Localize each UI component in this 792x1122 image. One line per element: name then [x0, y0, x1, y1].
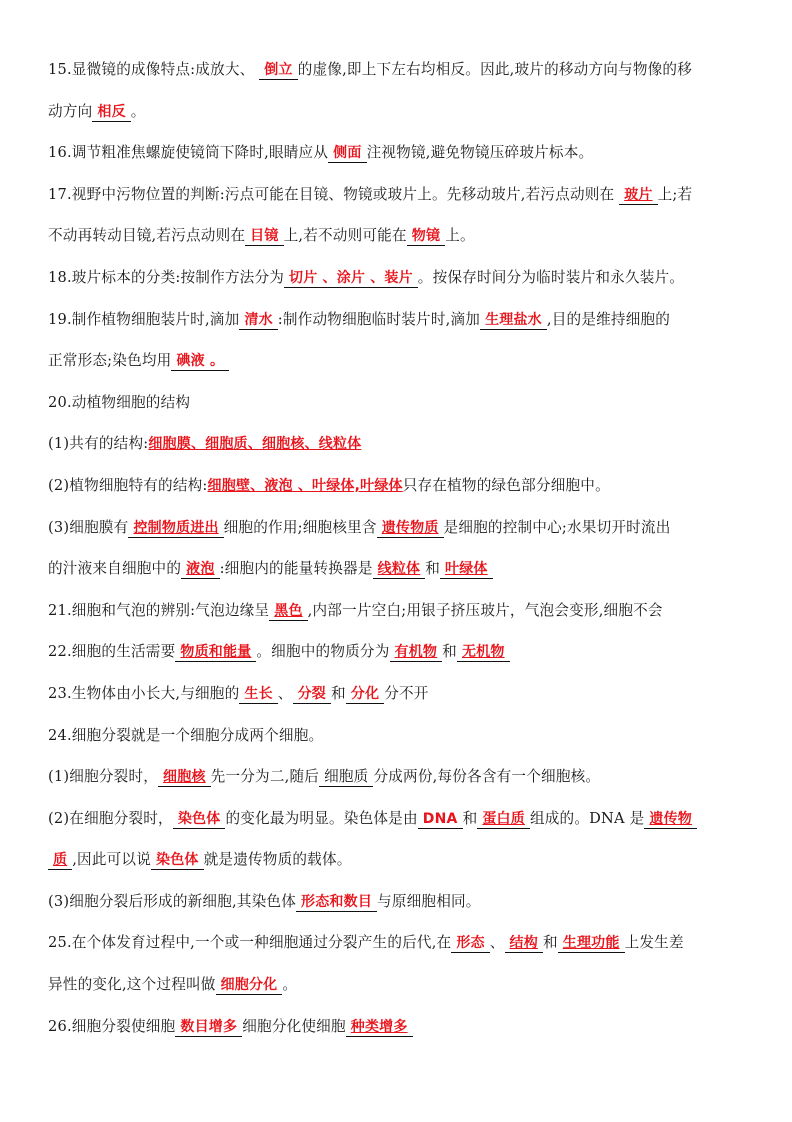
answer-blank: 结构 [505, 934, 543, 953]
static-text: ,因此可以说 [72, 851, 152, 869]
static-text: 分成两份,每份各含有一个细胞核。 [373, 768, 601, 786]
static-text: 。 [282, 976, 298, 994]
answer-blank: 黑色 [269, 602, 307, 621]
static-text: 和 [442, 643, 457, 661]
answer-blank: 遗传物质 [377, 519, 444, 538]
text-line [48, 597, 748, 639]
text-line [48, 638, 748, 680]
answer-blank: 分裂 [293, 685, 331, 704]
text-line [48, 846, 748, 888]
static-text: 和 [462, 809, 478, 827]
static-text: 15.显微镜的成像特点:成放大、 [48, 61, 260, 78]
filled-blank: 细胞质 [319, 768, 373, 787]
text-line [48, 347, 748, 389]
static-text: 与原细胞相同。 [377, 892, 481, 910]
text-line [48, 264, 748, 306]
answer-blank: 线粒体 [373, 560, 426, 579]
static-text: 和 [425, 560, 441, 578]
static-text: 、 [489, 934, 505, 952]
static-text: 。细胞中的物质分为 [256, 643, 390, 661]
text-line [48, 971, 748, 1013]
static-text: 就是遗传物质的载体。 [203, 851, 352, 869]
answer-blank: 无机物 [457, 643, 510, 662]
static-text: :制作动物细胞临时装片时,滴加 [277, 310, 481, 328]
static-text: 20.动植物细胞的结构 [48, 393, 191, 411]
text-line [48, 805, 748, 847]
answer-blank: 遗传物 [644, 810, 697, 829]
static-text: 上发生差 [624, 934, 684, 952]
text-line [48, 181, 748, 223]
text-line [48, 389, 748, 431]
text-line [48, 222, 748, 264]
text-line [48, 306, 748, 348]
static-text: :细胞内的能量转换器是 [219, 560, 373, 578]
text-line [48, 472, 748, 514]
answer-blank: 玻片 [619, 186, 657, 205]
static-text: 、 [277, 684, 293, 702]
static-text: 。 [130, 102, 146, 120]
static-text: ,内部一片空白;用银子挤压玻片，气泡会变形,细胞不会 [307, 601, 663, 619]
static-text: (3)细胞分裂后形成的新细胞,其染色体 [48, 892, 297, 910]
static-text: (3)细胞膜有 [48, 518, 129, 536]
answer-blank: 细胞壁、液泡 、叶绿体,叶绿体 [207, 477, 403, 494]
text-line [48, 929, 748, 971]
static-text: 不动再转动目镜,若污点动则在 [48, 227, 246, 245]
static-text: 的变化最为明显。染色体是由 [225, 809, 418, 827]
static-text: 上;若 [657, 185, 693, 203]
static-text: 22.细胞的生活需要 [48, 643, 176, 661]
answer-blank: 目镜 [245, 227, 283, 246]
static-text: 25.在个体发育过程中,一个或一种细胞通过分裂产生的后代,在 [48, 934, 452, 952]
static-text: 16.调节粗准焦螺旋使镜筒下降时,眼睛应从 [48, 144, 329, 162]
answer-blank: 形态 [451, 934, 489, 953]
text-line [48, 139, 748, 181]
static-text: 异性的变化,这个过程叫做 [48, 976, 216, 994]
text-line [48, 888, 748, 930]
static-text: 26.细胞分裂使细胞 [48, 1017, 176, 1035]
text-line [48, 514, 748, 556]
static-text: 18.玻片标本的分类:按制作方法分为 [48, 268, 285, 286]
static-text: 上。 [445, 227, 475, 245]
answer-blank: 碘液 。 [171, 352, 229, 371]
answer-blank: 生长 [239, 685, 277, 704]
static-text: (2)在细胞分裂时， [48, 809, 173, 827]
static-text: 和 [542, 934, 558, 952]
static-text: 组成的。DNA 是 [529, 809, 645, 827]
answer-blank: 分化 [346, 685, 384, 704]
text-line [48, 722, 748, 764]
answer-blank: 染色体 [173, 810, 226, 829]
static-text: 正常形态;染色均用 [48, 352, 172, 370]
answer-blank: 生理功能 [558, 934, 625, 953]
answer-blank: 叶绿体 [440, 560, 493, 579]
answer-blank: 种类增多 [346, 1018, 413, 1037]
static-text: 细胞的作用;细胞核里含 [223, 518, 377, 536]
answer-blank: 形态和数目 [296, 893, 377, 912]
text-line [48, 430, 748, 472]
answer-blank: 物镜 [407, 227, 445, 246]
static-text: 19.制作植物细胞装片时,滴加 [48, 310, 240, 328]
answer-blank: 细胞核 [158, 768, 211, 787]
static-text: 。按保存时间分为临时装片和永久装片。 [417, 268, 685, 286]
static-text: 的汁液来自细胞中的 [48, 560, 182, 578]
text-line [48, 98, 748, 140]
answer-blank: 切片 、涂片 、装片 [284, 269, 418, 288]
static-text: 和 [331, 684, 346, 702]
answer-blank: 相反 [92, 103, 130, 122]
answer-blank: 物质和能量 [175, 643, 256, 662]
answer-blank: 生理盐水 [480, 311, 547, 330]
static-text: 24.细胞分裂就是一个细胞分成两个细胞。 [48, 726, 324, 744]
text-line [48, 56, 748, 98]
static-text: 的虚像,即上下左右均相反。因此,玻片的移动方向与物像的移 [297, 61, 693, 78]
answer-blank: 液泡 [181, 560, 219, 579]
answer-blank: 质 [48, 851, 72, 870]
answer-blank: DNA [418, 810, 463, 829]
static-text: 17.视野中污物位置的判断:污点可能在目镜、物镜或玻片上。先移动玻片,若污点动则在 [48, 185, 620, 203]
text-line [48, 763, 748, 805]
answer-blank: 清水 [239, 311, 277, 330]
static-text: 细胞分化使细胞 [242, 1017, 346, 1035]
answer-blank: 蛋白质 [477, 810, 530, 829]
static-text: ,目的是维持细胞的 [546, 310, 671, 328]
worksheet-page [48, 56, 748, 1054]
text-line [48, 1013, 748, 1055]
answer-blank: 细胞膜、细胞质、细胞核、线粒体 [148, 436, 362, 453]
static-text: 注视物镜,避免物镜压碎玻片标本。 [366, 144, 594, 162]
answer-blank: 染色体 [151, 851, 204, 870]
answer-blank: 数目增多 [175, 1018, 242, 1037]
static-text: 先一分为二,随后 [210, 768, 320, 786]
answer-blank: 倒立 [259, 61, 297, 80]
static-text: 21.细胞和气泡的辨别:气泡边缘呈 [48, 601, 270, 619]
static-text: 分不开 [384, 684, 429, 702]
answer-blank: 侧面 [328, 144, 366, 163]
static-text: 动方向 [48, 102, 93, 120]
static-text: 只存在植物的绿色部分细胞中。 [402, 476, 610, 494]
answer-blank: 细胞分化 [216, 976, 283, 995]
static-text: 是细胞的控制中心;水果切开时流出 [443, 518, 671, 536]
static-text: (1)细胞分裂时， [48, 768, 159, 786]
text-line [48, 555, 748, 597]
static-text: 上,若不动则可能在 [283, 227, 407, 245]
answer-blank: 控制物质进出 [128, 519, 223, 538]
text-line [48, 680, 748, 722]
answer-blank: 有机物 [390, 643, 443, 662]
static-text: 23.生物体由小长大,与细胞的 [48, 684, 240, 702]
static-text: (1)共有的结构: [48, 435, 149, 453]
static-text: (2)植物细胞特有的结构: [48, 476, 208, 494]
